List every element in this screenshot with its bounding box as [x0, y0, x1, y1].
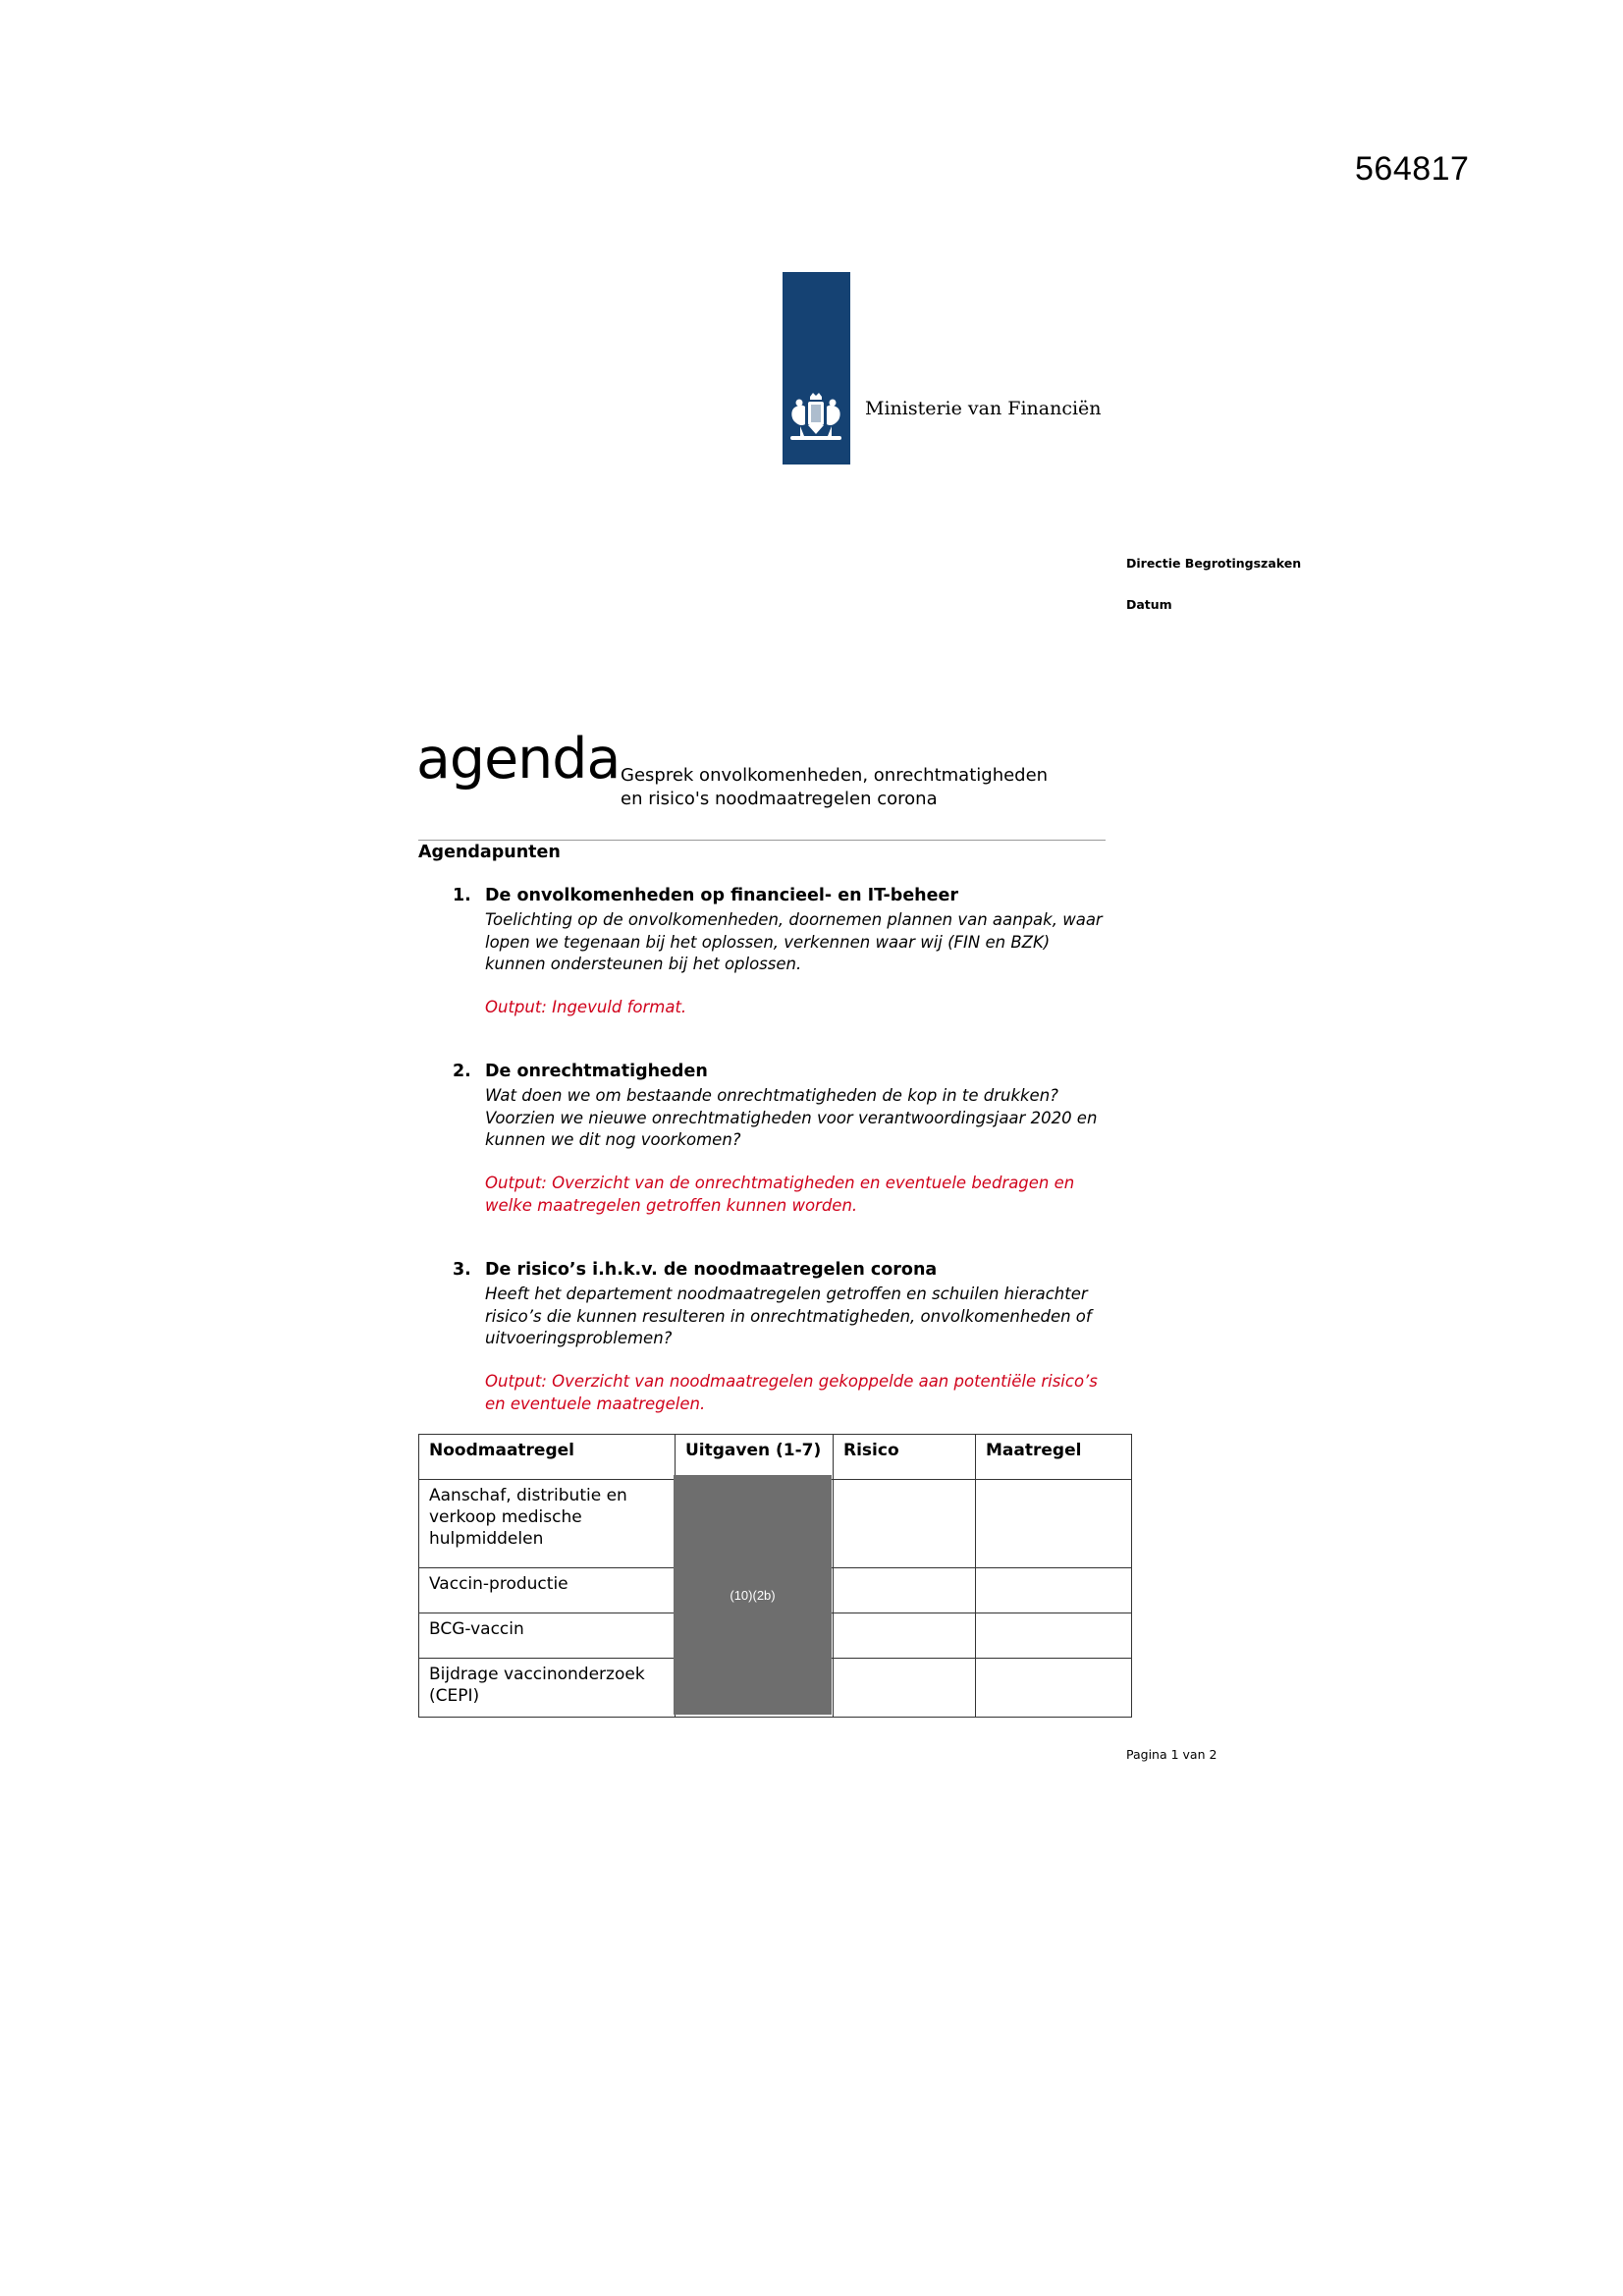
column-header: Maatregel [976, 1435, 1132, 1480]
table-cell [834, 1613, 976, 1659]
redaction-label: (10)(2b) [730, 1587, 776, 1603]
item-number: 2. [453, 1062, 471, 1081]
table-cell [976, 1568, 1132, 1613]
agenda-title: agenda [416, 727, 621, 792]
item-output: Output: Overzicht van noodmaatregelen gekoppelde aan potentiële risico’s en eventuele maatregelen. [485, 1372, 1098, 1413]
table-cell [976, 1659, 1132, 1718]
header-divider [418, 840, 1106, 841]
section-heading: Agendapunten [418, 843, 561, 862]
table-cell [834, 1568, 976, 1613]
item-number: 3. [453, 1260, 471, 1280]
ministry-name: Ministerie van Financiën [865, 398, 1102, 419]
page-number: Pagina 1 van 2 [1126, 1747, 1217, 1762]
item-description: Toelichting op de onvolkomenheden, doornemen plannen van aanpak, waar lopen we tegenaan bij het oplossen, verkennen waar wij (FIN en BZK) kunnen ondersteunen bij het oplossen. [485, 910, 1103, 973]
column-header: Uitgaven (1-7) [676, 1435, 834, 1480]
item-title: De onrechtmatigheden [485, 1062, 708, 1081]
table-cell: BCG-vaccin [419, 1613, 676, 1659]
item-description: Heeft het departement noodmaatregelen getroffen en schuilen hierachter risico’s die kunnen resulteren in onrechtmatigheden, onvolkomenheden of uitvoeringsproblemen? [485, 1285, 1092, 1347]
item-number: 1. [453, 886, 471, 905]
redaction-block [674, 1475, 832, 1715]
table-cell: Aanschaf, distributie en verkoop medische hulpmiddelen [419, 1480, 676, 1568]
item-output: Output: Ingevuld format. [485, 998, 687, 1016]
agenda-subject: Gesprek onvolkomenheden, onrechtmatigheden en risico's noodmaatregelen corona [621, 765, 1049, 809]
table-cell [976, 1480, 1132, 1568]
document-number: 564817 [1355, 150, 1470, 188]
table-cell [976, 1613, 1132, 1659]
table-cell: Bijdrage vaccinonderzoek (CEPI) [419, 1659, 676, 1718]
column-header: Noodmaatregel [419, 1435, 676, 1480]
coat-of-arms-icon [786, 393, 845, 444]
directie-label: Directie Begrotingszaken [1126, 556, 1302, 571]
column-header: Risico [834, 1435, 976, 1480]
table-header-row [419, 1435, 1132, 1480]
item-description: Wat doen we om bestaande onrechtmatigheden de kop in te drukken? Voorzien we nieuwe onrechtmatigheden voor verantwoordingsjaar 2020 en kunnen we dit nog voorkomen? [485, 1086, 1098, 1149]
item-title: De risico’s i.h.k.v. de noodmaatregelen corona [485, 1260, 938, 1280]
table-cell [834, 1659, 976, 1718]
table-cell [834, 1480, 976, 1568]
datum-label: Datum [1126, 597, 1172, 612]
item-title: De onvolkomenheden op financieel- en IT-beheer [485, 886, 959, 905]
item-output: Output: Overzicht van de onrechtmatigheden en eventuele bedragen en welke maatregelen getroffen kunnen worden. [485, 1174, 1075, 1215]
table-cell: Vaccin-productie [419, 1568, 676, 1613]
